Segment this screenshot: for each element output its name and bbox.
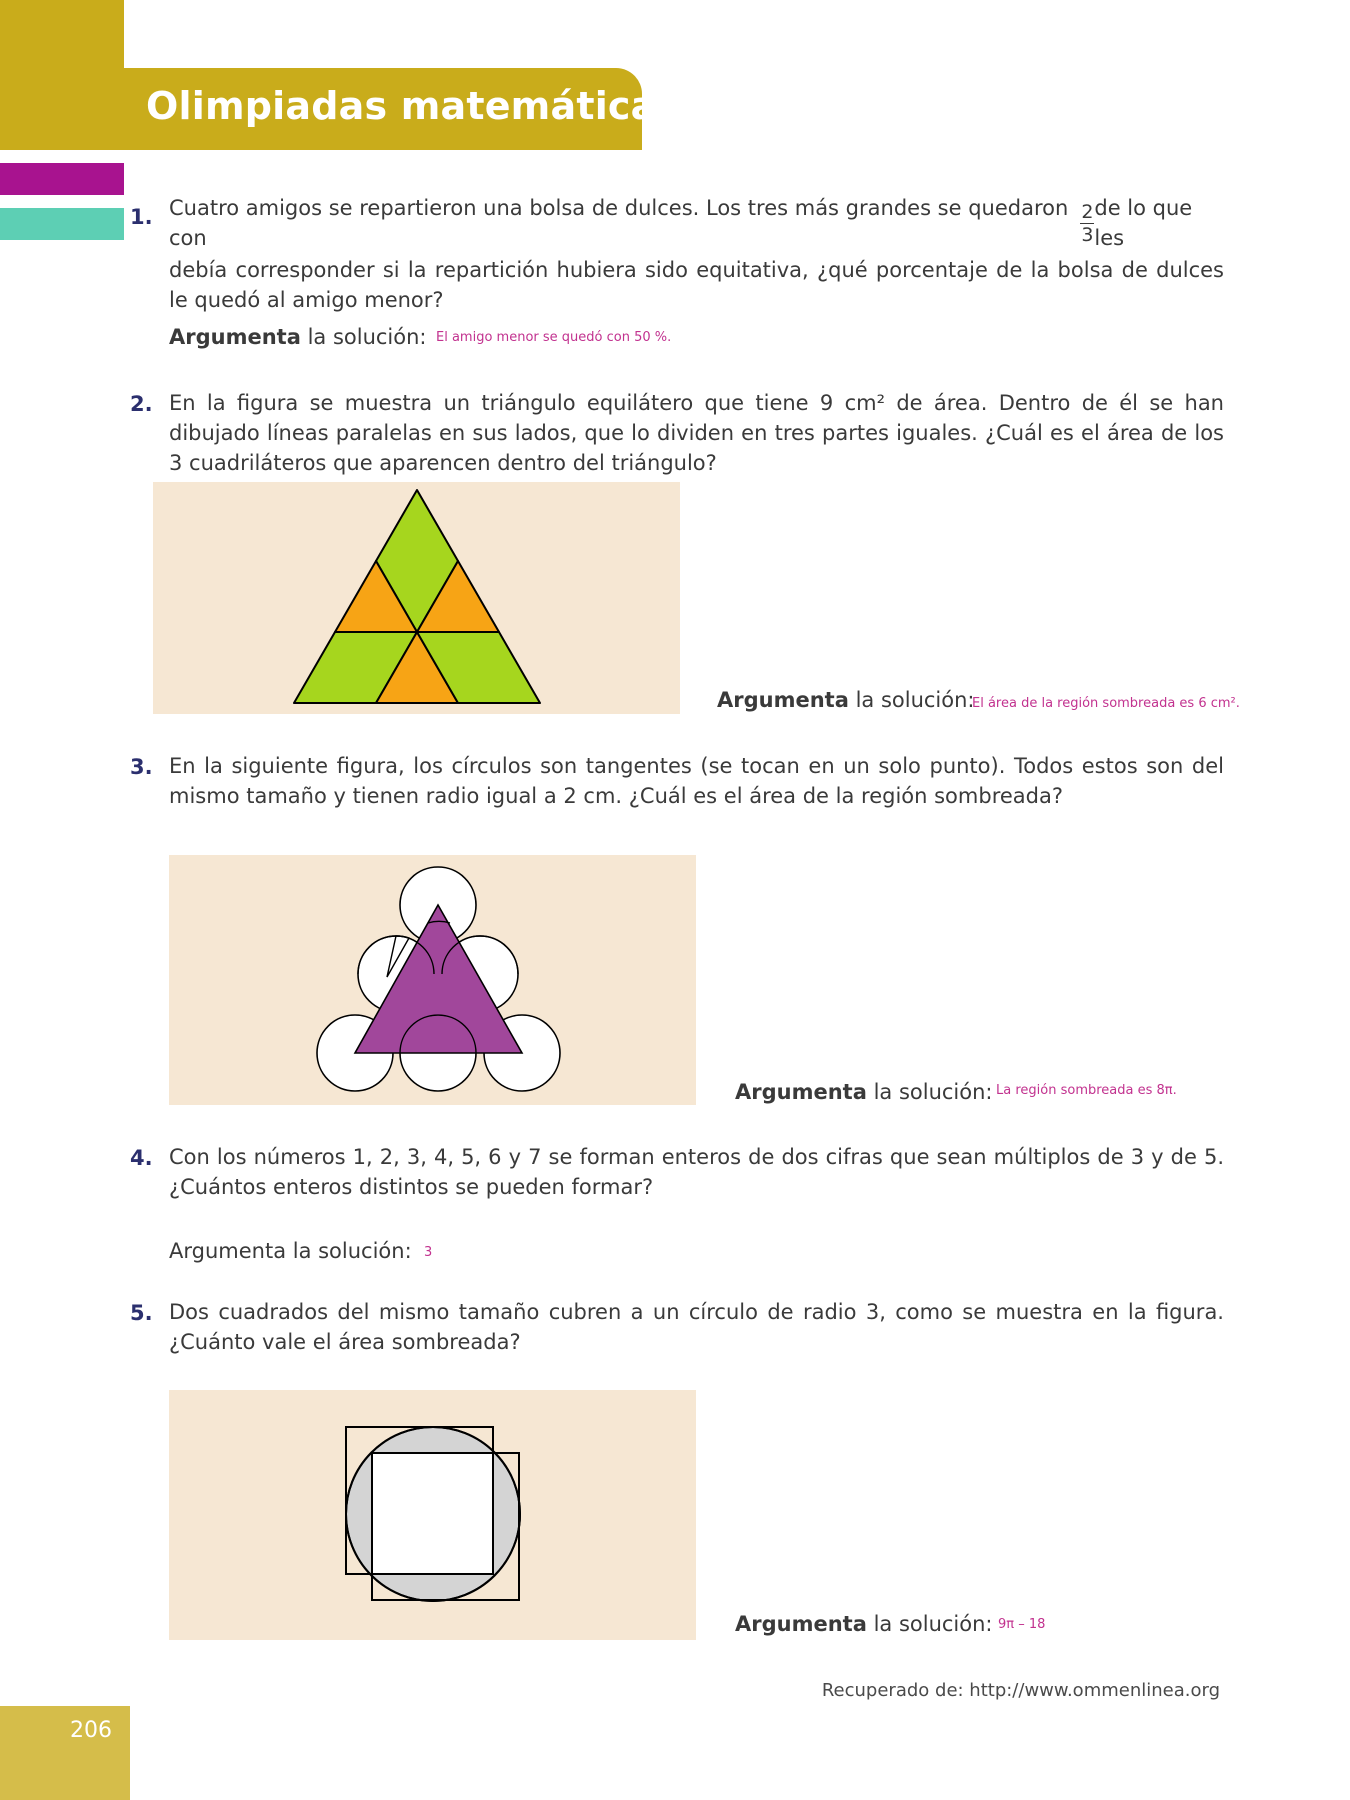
figure-squares-background	[169, 1390, 696, 1640]
fraction-denominator: 3	[1081, 223, 1094, 246]
question-2-answer: El área de la región sombreada es 6 cm².	[972, 696, 1240, 711]
question-3-answer-label: Argumenta la solución:	[735, 1080, 993, 1104]
question-1-text-before: Cuatro amigos se repartieron una bolsa de dulces. Los tres más grandes se quedaron con	[169, 196, 1069, 250]
source-credit: Recuperado de: http://www.ommenlinea.org	[821, 1680, 1220, 1701]
question-2-text: En la figura se muestra un triángulo equilátero que tiene 9 cm² de área. Dentro de él se han dibujado líneas paralelas en sus lados, que lo dividen en tres partes iguales. ¿Cuál es el área de los 3 cuadriláteros que aparencen dentro del triángulo?	[169, 391, 1224, 475]
figure-circles-background	[169, 855, 696, 1105]
question-3-text: En la siguiente figura, los círculos son tangentes (se tocan en un solo punto). Todos estos son del mismo tamaño y tienen radio igual a 2 cm. ¿Cuál es el área de la región sombreada?	[169, 754, 1224, 808]
question-1-answer: El amigo menor se quedó con 50 %.	[436, 330, 672, 345]
question-4-number: 4.	[130, 1146, 153, 1170]
teal-accent-bar	[0, 208, 124, 240]
question-3-number: 3.	[130, 755, 153, 779]
figure-triangle	[153, 482, 680, 714]
question-5-answer: 9π – 18	[998, 1617, 1046, 1632]
figure-triangle-background	[153, 482, 680, 714]
magenta-accent-bar	[0, 163, 124, 195]
figure-circles	[169, 855, 696, 1105]
page-number: 206	[70, 1718, 112, 1743]
question-5-number: 5.	[130, 1301, 153, 1325]
question-3-answer: La región sombreada es 8π.	[996, 1083, 1177, 1098]
question-4-answer-label: Argumenta la solución:	[169, 1239, 412, 1263]
question-2-number: 2.	[130, 392, 153, 416]
figure-squares	[169, 1390, 696, 1640]
question-4-answer: 3	[424, 1245, 433, 1260]
inner-white-square	[372, 1453, 494, 1575]
question-1-text	[169, 193, 1224, 315]
question-1-number: 1.	[130, 205, 153, 229]
question-5-answer-label: Argumenta la solución:	[735, 1612, 993, 1636]
question-1-text-line2: debía corresponder si la repartición hubiera sido equitativa, ¿qué porcentaje de la bolsa de dulces le quedó al amigo menor?	[169, 258, 1224, 312]
question-5-text: Dos cuadrados del mismo tamaño cubren a un círculo de radio 3, como se muestra en la figura. ¿Cuánto vale el área sombreada?	[169, 1300, 1224, 1354]
fraction-numerator: 2	[1081, 200, 1094, 223]
question-1-answer-label: Argumenta la solución:	[169, 325, 427, 349]
fraction-two-thirds	[1080, 202, 1094, 245]
question-2-answer-label: Argumenta la solución:	[717, 688, 975, 712]
question-4-text: Con los números 1, 2, 3, 4, 5, 6 y 7 se forman enteros de dos cifras que sean múltiplos de 3 y de 5. ¿Cuántos enteros distintos se pueden formar?	[169, 1145, 1224, 1199]
question-1-text-after: de lo que les	[1094, 196, 1193, 250]
page-title: Olimpiadas matemáticas	[146, 84, 680, 128]
